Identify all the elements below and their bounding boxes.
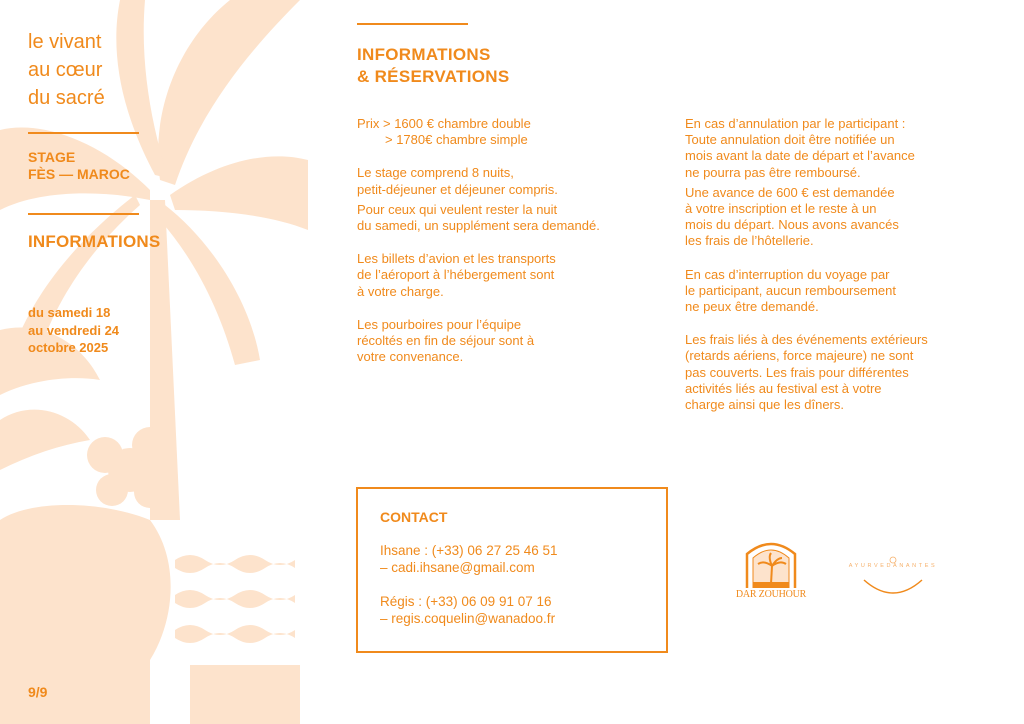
- deposit-text: Une avance de 600 € est demandée: [685, 184, 895, 200]
- contact-box: [356, 487, 668, 653]
- interrupt-text: En cas d’interruption du voyage par: [685, 266, 890, 282]
- contact-phone-ihsane[interactable]: Ihsane : (+33) 06 27 25 46 51: [380, 543, 558, 558]
- fees-text: (retards aériens, force majeure) ne sont: [685, 348, 914, 364]
- dar-zouhour-emblem-icon: [735, 540, 807, 590]
- page-title: [357, 44, 510, 88]
- page-title-line: INFORMATIONS: [357, 45, 491, 64]
- transport-text: à votre charge.: [357, 283, 444, 299]
- divider: [28, 132, 139, 134]
- date-line: du samedi 18: [28, 305, 111, 320]
- info-column-left: [357, 116, 657, 365]
- fees-text: activités liés au festival est à votre: [685, 380, 882, 396]
- transport-text: Les billets d’avion et les transports: [357, 251, 556, 267]
- page-title-line: & RÉSERVATIONS: [357, 67, 510, 86]
- tagline: [28, 28, 105, 112]
- tagline-line: du sacré: [28, 87, 105, 109]
- fees-text: Les frais liés à des événements extérieurs: [685, 332, 928, 348]
- tips-text: votre convenance.: [357, 349, 464, 365]
- tagline-line: au cœur: [28, 59, 103, 81]
- transport-text: de l’aéroport à l’hébergement sont: [357, 267, 555, 283]
- date-line: au vendredi 24: [28, 322, 120, 338]
- dar-zouhour-logo: [735, 540, 807, 604]
- tagline-line: le vivant: [28, 31, 102, 53]
- divider: [28, 213, 139, 215]
- dar-zouhour-label: DAR ZOUHOUR: [735, 589, 807, 600]
- stay-text: petit-déjeuner et déjeuner compris.: [357, 181, 558, 197]
- deposit-text: mois du départ. Nous avons avancés: [685, 217, 899, 233]
- sidebar-panel: [0, 0, 308, 724]
- interrupt-text: le participant, aucun remboursement: [685, 282, 897, 298]
- price-double: Prix > 1600 € chambre double: [357, 116, 531, 131]
- page-number: 9/9: [28, 684, 48, 700]
- contact-phone-regis[interactable]: Régis : (+33) 06 09 91 07 16: [380, 594, 552, 609]
- event-dates: [28, 304, 119, 357]
- section-title: INFORMATIONS: [28, 232, 161, 251]
- interrupt-text: ne peux être demandé.: [685, 299, 819, 315]
- contact-email-regis[interactable]: – regis.coquelin@wanadoo.fr: [380, 611, 556, 626]
- date-line: octobre 2025: [28, 340, 109, 355]
- cancel-text: Toute annulation doit être notifiée un: [685, 132, 895, 148]
- ayurvedanantes-arc-icon: [834, 550, 952, 600]
- deposit-text: à votre inscription et le reste à un: [685, 201, 877, 217]
- title-divider: [357, 23, 468, 25]
- contact-title: CONTACT: [380, 509, 448, 525]
- deposit-text: les frais de l’hôtellerie.: [685, 233, 814, 249]
- stage-location: [28, 149, 130, 183]
- saturday-text: du samedi, un supplément sera demandé.: [357, 218, 600, 234]
- contact-email-ihsane[interactable]: – cadi.ihsane@gmail.com: [380, 560, 535, 575]
- ayurvedanantes-label: AYURVEDANANTES: [848, 563, 938, 569]
- cancel-text: mois avant la date de départ et l’avance: [685, 148, 915, 164]
- fees-text: pas couverts. Les frais pour différentes: [685, 364, 909, 380]
- cancel-text: ne pourra pas être remboursé.: [685, 164, 861, 180]
- saturday-text: Pour ceux qui veulent rester la nuit: [357, 201, 558, 217]
- info-column-right: [685, 116, 985, 413]
- fees-text: charge ainsi que les dîners.: [685, 397, 844, 413]
- tips-text: récoltés en fin de séjour sont à: [357, 333, 535, 349]
- stage-line: STAGE: [28, 149, 76, 165]
- tips-text: Les pourboires pour l’équipe: [357, 316, 522, 332]
- cancel-text: En cas d’annulation par le participant :: [685, 116, 906, 131]
- price-single: > 1780€ chambre simple: [385, 132, 528, 148]
- stay-text: Le stage comprend 8 nuits,: [357, 165, 514, 181]
- ayurvedanantes-logo: [834, 550, 952, 600]
- stage-line: FÈS — MAROC: [28, 166, 130, 182]
